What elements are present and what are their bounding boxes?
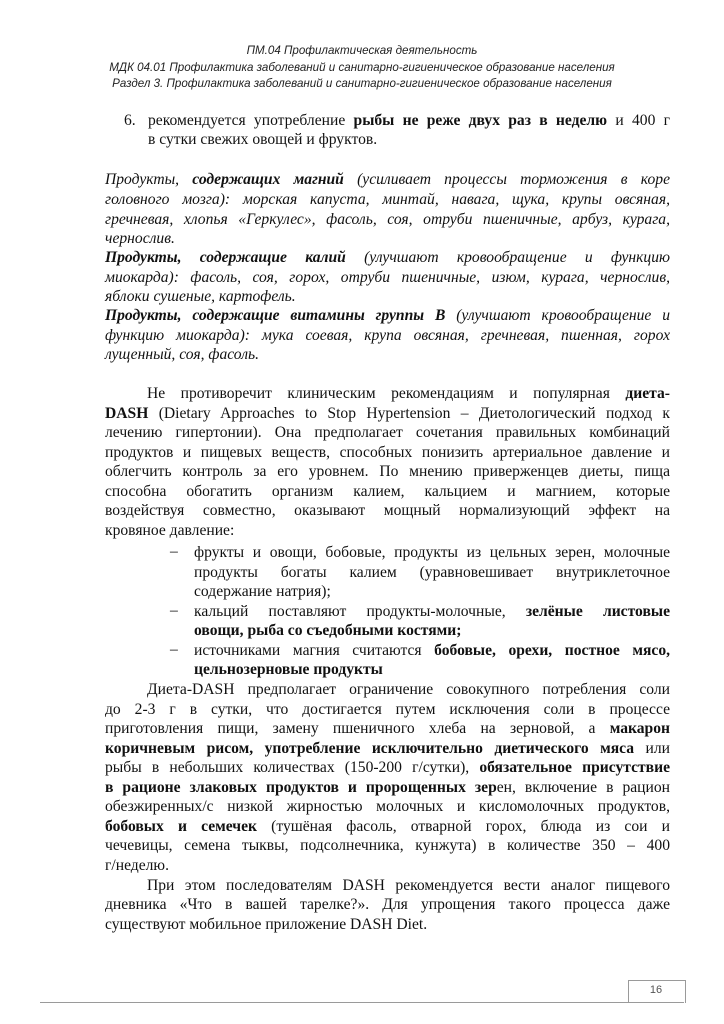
- magnesium-text-2: (усиливает процессы торможения в коре: [357, 171, 670, 188]
- dash-app-line-1: При этом последователям DASH рекомендуется вести аналог пищевого: [147, 877, 670, 894]
- dash-intro-text-1: Не противоречит клиническим рекомендациям и популярная: [147, 385, 610, 402]
- dash-intro-line-2: [105, 404, 670, 423]
- dash-intro-bold-2: DASH: [105, 405, 149, 422]
- item6-line-1: [148, 111, 670, 130]
- header-line-1: ПМ.04 Профилактическая деятельность: [246, 44, 478, 57]
- item6-line-2: в сутки свежих овощей и фруктов.: [148, 131, 378, 148]
- dash-intro-line-3: лечению гипертонии). Она предполагает сочетания правильных комбинаций: [105, 424, 670, 441]
- bullet-2-line-2: [194, 621, 461, 640]
- magnesium-text-1: Продукты,: [105, 171, 180, 188]
- dash-salt-bold-8: бобовых и семечек: [105, 818, 257, 835]
- magnesium-line-2: головного мозга): морская капуста, минтай, навага, щука, крупы овсяная,: [105, 191, 670, 208]
- page-number: 16: [649, 984, 663, 996]
- bullet-3-bold-1: бобовые, орехи, постное мясо,: [434, 642, 671, 659]
- vitamin-b-line-2: функцию миокарда): мука соевая, крупа овсяная, гречневая, пшенная, горох: [105, 327, 670, 344]
- potassium-bold: Продукты, содержащие калий: [105, 249, 346, 266]
- potassium-text-1: (улучшают кровообращение и функцию: [364, 249, 670, 266]
- bullet-2-text: кальций поставляют продукты-молочные,: [194, 603, 506, 620]
- bullet-1-line-2: продукты богаты калием (уравновешивает внутриклеточное: [194, 564, 670, 581]
- dash-salt-bold-6: в рационе злаковых продуктов и пророщенных зер: [105, 779, 497, 796]
- dash-salt-text-5: рыбы в небольших количествах (150-200 г/сутки),: [105, 759, 470, 776]
- bullet-dash-2: –: [170, 602, 178, 619]
- vitamin-b-bold: Продукты, содержащие витамины группы В: [105, 307, 446, 324]
- dash-intro-bold-1: диета-: [625, 385, 670, 402]
- magnesium-line-1: [105, 170, 670, 189]
- dash-salt-bold-4: коричневым рисом, употребление исключительно диетического мяса: [105, 740, 635, 757]
- dash-salt-line-7: обезжиренных/с низкой жирностью молочных и кисломолочных продуктов,: [105, 798, 670, 815]
- dash-salt-line-3: [105, 719, 670, 738]
- potassium-line-1: [105, 248, 670, 267]
- bullet-3-bold-2: цельнозерновые продукты: [194, 661, 383, 678]
- dash-salt-line-4: [105, 739, 670, 758]
- dash-intro-line-6: способна обогатить организм калием, кальцием и магнием, которые: [105, 483, 670, 500]
- vitamin-b-line-3: лущенный, соя, фасоль.: [105, 346, 259, 363]
- dash-intro-line-8: кровяное давление:: [105, 522, 235, 539]
- magnesium-line-4: чернослив.: [105, 230, 175, 247]
- dash-salt-line-1: Диета-DASH предполагает ограничение совокупного потребления соли: [147, 681, 670, 698]
- dash-salt-text-8: (тушёная фасоль, отварной горох, блюда из сои и: [271, 818, 671, 835]
- dash-intro-line-1: [147, 384, 670, 403]
- bullet-3-line-2: [194, 660, 383, 679]
- vitamin-b-text-1: (улучшают кровообращение и: [456, 307, 670, 324]
- bullet-2-bold-2: овощи, рыба со съедобными костями;: [194, 622, 462, 639]
- bullet-dash-1: –: [170, 543, 178, 560]
- item6-text-1: рекомендуется употребление: [148, 112, 346, 129]
- dash-salt-line-6: [105, 778, 670, 797]
- dash-salt-text-6: ен, включение в рацион: [496, 779, 670, 796]
- dash-salt-line-2: до 2-3 г в сутки, что достигается путем исключения соли в процессе: [105, 701, 670, 718]
- dash-salt-text-3: приготовления пищи, замену пшеничного хлеба на зерновой, а: [105, 720, 596, 737]
- vitamin-b-line-1: [105, 306, 670, 325]
- dash-intro-text-2: (Dietary Approaches to Stop Hypertension – Диетологический подход к: [158, 405, 670, 422]
- potassium-line-3: яблоки сушеные, картофель.: [105, 288, 296, 305]
- bullet-3-text: источниками магния считаются: [194, 642, 422, 659]
- dash-salt-line-9: чечевицы, семена тыквы, подсолнечника, кунжута) в количестве 350 – 400: [105, 837, 670, 854]
- dash-salt-text-4: или: [645, 740, 670, 757]
- item-number: 6.: [124, 112, 136, 129]
- item6-text-2: и 400 г: [615, 112, 671, 129]
- dash-salt-bold-5: обязательное присутствие: [479, 759, 670, 776]
- footer-rule: [40, 1002, 684, 1003]
- bullet-dash-3: –: [170, 641, 178, 658]
- bullet-3-line-1: [194, 641, 670, 660]
- bullet-2-bold-1: зелёные листовые: [525, 603, 670, 620]
- dash-app-line-3: существуют мобильное приложение DASH Diet.: [105, 916, 428, 933]
- item6-bold-1: рыбы не реже двух раз в неделю: [353, 112, 608, 129]
- header-line-3: Раздел 3. Профилактика заболеваний и санитарно-гигиеническое образование населения: [112, 77, 612, 90]
- dash-intro-line-4: продуктов и пищевых веществ, способных понизить артериальное давление и: [105, 444, 670, 461]
- bullet-1-line-3: содержание натрия);: [194, 583, 331, 600]
- dash-salt-line-5: [105, 758, 670, 777]
- potassium-line-2: миокарда): фасоль, соя, горох, отруби пшеничные, изюм, курага, чернослив,: [105, 269, 670, 286]
- magnesium-bold: содержащих магний: [192, 171, 344, 188]
- dash-intro-line-5: облегчить контроль за его уровнем. По мнению приверженцев диеты, пища: [105, 463, 670, 480]
- dash-salt-line-10: г/неделю.: [105, 857, 169, 874]
- bullet-1-line-1: фрукты и овощи, бобовые, продукты из цельных зерен, молочные: [194, 544, 670, 561]
- dash-intro-line-7: воздействуя совместно, оказывают мощный нормализующий эффект на: [105, 502, 670, 519]
- bullet-2-line-1: [194, 602, 670, 621]
- magnesium-line-3: гречневая, хлопья «Геркулес», фасоль, соя, отруби пшеничные, арбуз, курага,: [105, 211, 670, 228]
- dash-app-line-2: дневника «Что в вашей тарелке?». Для упрощения такого процесса даже: [105, 896, 670, 913]
- dash-salt-bold-3: макарон: [609, 720, 670, 737]
- header-line-2: МДК 04.01 Профилактика заболеваний и санитарно-гигиеническое образование населения: [109, 61, 615, 74]
- dash-salt-line-8: [105, 817, 670, 836]
